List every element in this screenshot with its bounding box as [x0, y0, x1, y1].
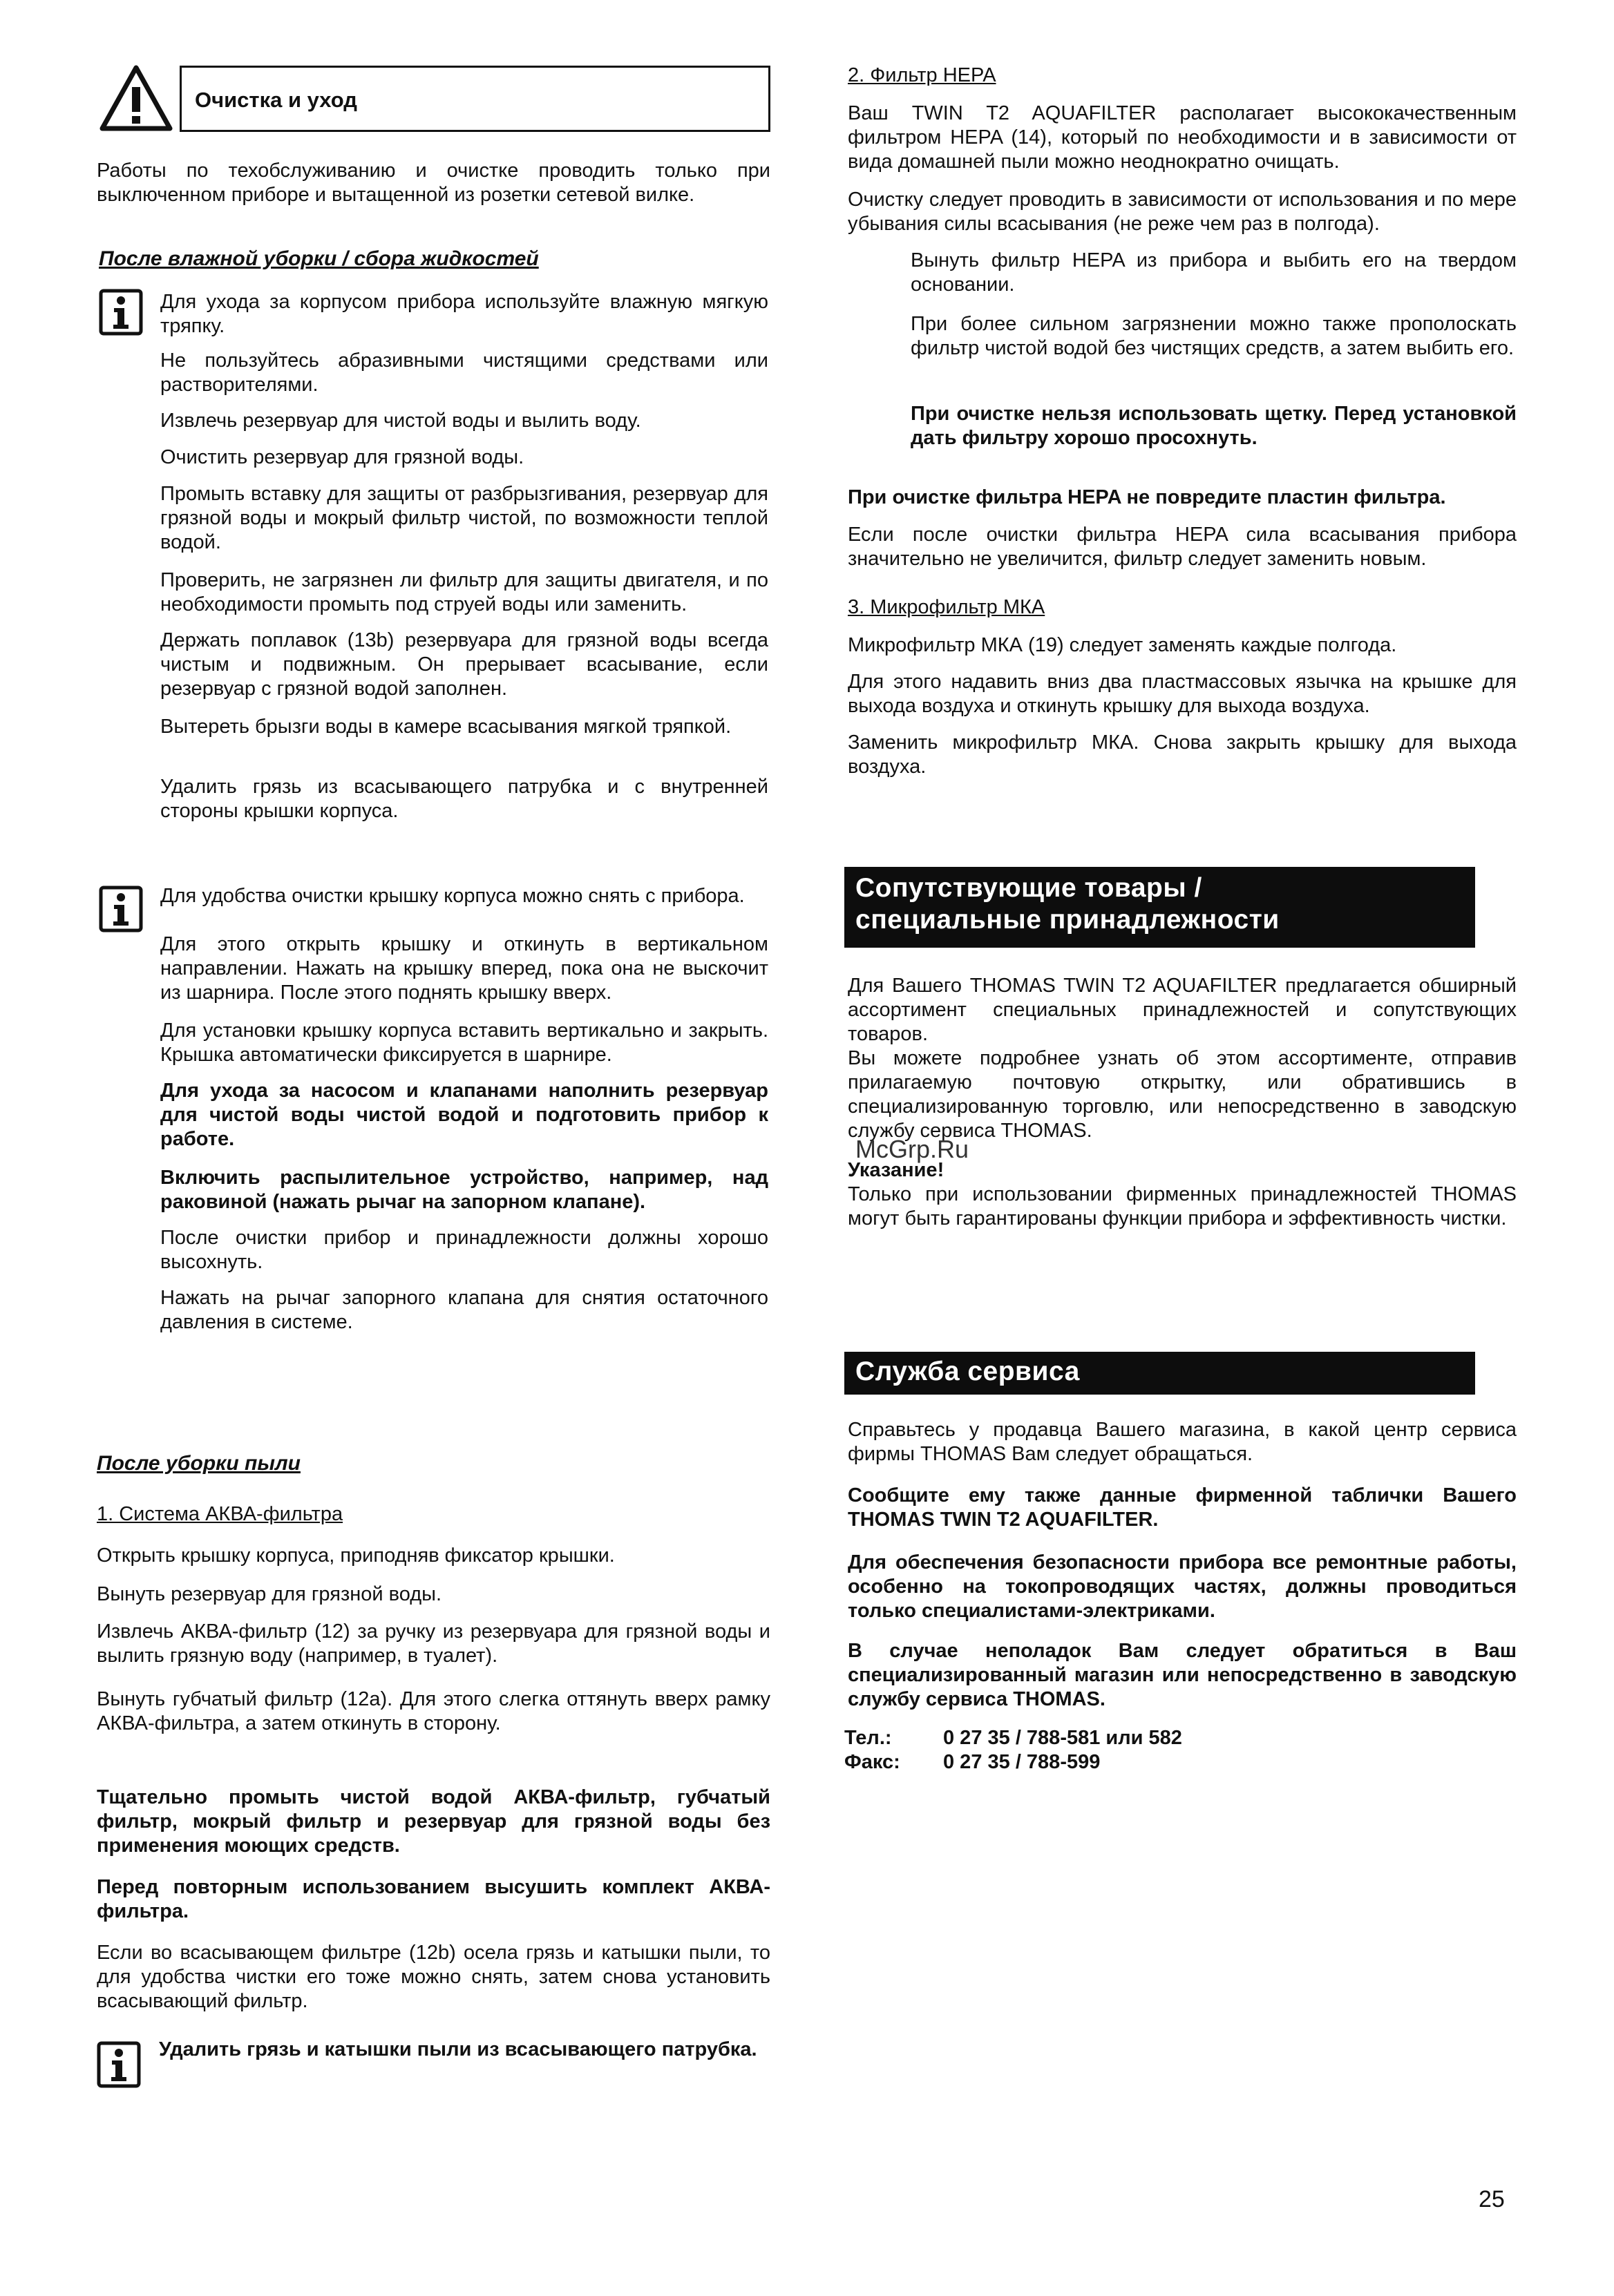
dust-p4: Вынуть губчатый фильтр (12a). Для этого слегка оттянуть вверх рамку АКВА-фильтра, а затем откинуть в сторону.	[97, 1688, 770, 1734]
hepa-p6: При очистке фильтра HEPA не повредите пластин фильтра.	[848, 486, 1446, 508]
dust-p8: Удалить грязь и катышки пыли из всасывающего патрубка.	[159, 2038, 757, 2060]
info-icon	[99, 289, 143, 336]
dust-p6: Перед повторным использованием высушить комплект АКВА-фильтра.	[97, 1876, 770, 1922]
hepa-p1: Ваш TWIN T2 AQUAFILTER располагает высококачественным фильтром HEPA (14), который по необходимости и в зависимости от вида домашней пыли можно неоднократно очищать.	[848, 102, 1517, 173]
tel-value: 0 27 35 / 788-581 или 582	[943, 1727, 1182, 1749]
wet-p12: Для установки крышку корпуса вставить вертикально и закрыть. Крышка автоматически фиксируется в шарнире.	[160, 1020, 768, 1066]
wet-p7: Держать поплавок (13b) резервуара для грязной воды всегда чистым и подвижным. Он прерывает всасывание, если резервуар с грязной водой заполнен.	[160, 629, 768, 700]
info-icon	[97, 2041, 141, 2088]
accessories-p2: Вы можете подробнее узнать об этом ассортименте, отправив прилагаемую почтовую открытку, или обратившись в специализированную торговлю, или непосредственно в заводскую службу сервиса THOMAS.	[848, 1047, 1517, 1142]
wet-p3: Извлечь резервуар для чистой воды и вылить воду.	[160, 410, 641, 432]
mka-p1: Микрофильтр МКА (19) следует заменять каждые полгода.	[848, 634, 1397, 656]
wet-p15: После очистки прибор и принадлежности должны хорошо высохнуть.	[160, 1227, 768, 1273]
page-number: 25	[1479, 2186, 1505, 2212]
tel-label: Тел.:	[844, 1727, 892, 1749]
accessories-banner	[844, 867, 1475, 948]
intro-text: Работы по техобслуживанию и очистке проводить только при выключенном приборе и вытащенной из розетки сетевой вилке.	[97, 160, 770, 206]
accessories-p1: Для Вашего THOMAS TWIN T2 AQUAFILTER предлагается обширный ассортимент специальных принадлежностей и сопутствующих товаров.	[848, 975, 1517, 1045]
wet-p5: Промыть вставку для защиты от разбрызгивания, резервуар для грязной воды и мокрый фильтр чистой, по возможности теплой водой.	[160, 483, 768, 553]
wet-p8: Вытереть брызги воды в камере всасывания мягкой тряпкой.	[160, 716, 732, 738]
accessories-banner-line2: специальные принадлежности	[855, 905, 1280, 935]
accessories-p3: Только при использовании фирменных принадлежностей THOMAS могут быть гарантированы функции прибора и эффективность чистки.	[848, 1183, 1517, 1230]
wet-heading: После влажной уборки / сбора жидкостей	[99, 247, 539, 270]
fax-value: 0 27 35 / 788-599	[943, 1751, 1101, 1773]
section-title: Очистка и уход	[195, 88, 357, 112]
wet-p6: Проверить, не загрязнен ли фильтр для защиты двигателя, и по необходимости промыть под струей воды или заменить.	[160, 569, 768, 615]
mka-p3: Заменить микрофильтр МКА. Снова закрыть крышку для выхода воздуха.	[848, 731, 1517, 778]
wet-p11: Для этого открыть крышку и откинуть в вертикальном направлении. Нажать на крышку вперед, пока она не выскочит из шарнира. После этого поднять крышку вверх.	[160, 933, 768, 1004]
wet-p14: Включить распылительное устройство, например, над раковиной (нажать рычаг на запорном клапане).	[160, 1167, 768, 1213]
dust-p7: Если во всасывающем фильтре (12b) осела грязь и катышки пыли, то для удобства чистки его тоже можно снять, затем снова установить всасывающий фильтр.	[97, 1942, 770, 2012]
dust-p2: Вынуть резервуар для грязной воды.	[97, 1583, 442, 1605]
accessories-note-label: Указание!	[848, 1159, 944, 1181]
warning-icon	[98, 64, 174, 133]
service-p2: Сообщите ему также данные фирменной таблички Вашего THOMAS TWIN T2 AQUAFILTER.	[848, 1484, 1517, 1531]
wet-p13: Для ухода за насосом и клапанами наполнить резервуар для чистой воды чистой водой и подготовить прибор к работе.	[160, 1080, 768, 1150]
service-p3: Для обеспечения безопасности прибора все ремонтные работы, особенно на токопроводящих частях, должны проводиться только специалистами-электриками.	[848, 1551, 1517, 1622]
info-icon	[99, 886, 143, 932]
wet-p9: Удалить грязь из всасывающего патрубка и с внутренней стороны крышки корпуса.	[160, 776, 768, 822]
wet-p10: Для удобства очистки крышку корпуса можно снять с прибора.	[160, 885, 745, 907]
service-banner: Служба сервиса	[844, 1352, 1475, 1395]
dust-p5: Тщательно промыть чистой водой АКВА-фильтр, губчатый фильтр, мокрый фильтр и резервуар для грязной воды без применения моющих средств.	[97, 1786, 770, 1857]
hepa-p3: Вынуть фильтр HEPA из прибора и выбить его на твердом основании.	[911, 249, 1517, 296]
dust-heading: После уборки пыли	[97, 1452, 301, 1475]
service-p4: В случае неполадок Вам следует обратиться в Ваш специализированный магазин или непосредственно в заводскую службу сервиса THOMAS.	[848, 1640, 1517, 1710]
mka-sub: 3. Микрофильтр МКА	[848, 596, 1045, 618]
hepa-sub: 2. Фильтр HEPA	[848, 64, 996, 86]
dust-p1: Открыть крышку корпуса, приподняв фиксатор крышки.	[97, 1544, 615, 1567]
watermark: McGrp.Ru	[855, 1135, 969, 1163]
service-p1: Справьтесь у продавца Вашего магазина, в какой центр сервиса фирмы THOMAS Вам следует обращаться.	[848, 1419, 1517, 1465]
wet-p2: Не пользуйтесь абразивными чистящими средствами или растворителями.	[160, 350, 768, 396]
wet-p16: Нажать на рычаг запорного клапана для снятия остаточного давления в системе.	[160, 1287, 768, 1333]
hepa-p4: При более сильном загрязнении можно также прополоскать фильтр чистой водой без чистящих средств, а затем выбить его.	[911, 313, 1517, 359]
wet-p1: Для ухода за корпусом прибора используйте влажную мягкую тряпку.	[160, 291, 768, 337]
hepa-p7: Если после очистки фильтра HEPA сила всасывания прибора значительно не увеличится, фильтр следует заменить новым.	[848, 524, 1517, 570]
accessories-banner-line1: Сопутствующие товары /	[855, 873, 1202, 903]
hepa-p5: При очистке нельзя использовать щетку. Перед установкой дать фильтру хорошо просохнуть.	[911, 403, 1517, 449]
dust-p3: Извлечь АКВА-фильтр (12) за ручку из резервуара для грязной воды и вылить грязную воду (например, в туалет).	[97, 1620, 770, 1667]
dust-sub1: 1. Система АКВА-фильтра	[97, 1503, 343, 1525]
fax-label: Факс:	[844, 1751, 900, 1773]
mka-p2: Для этого надавить вниз два пластмассовых язычка на крышке для выхода воздуха и откинуть крышку для выхода воздуха.	[848, 671, 1517, 717]
wet-p4: Очистить резервуар для грязной воды.	[160, 446, 524, 468]
hepa-p2: Очистку следует проводить в зависимости от использования и по мере убывания силы всасывания (не реже чем раз в полгода).	[848, 189, 1517, 235]
